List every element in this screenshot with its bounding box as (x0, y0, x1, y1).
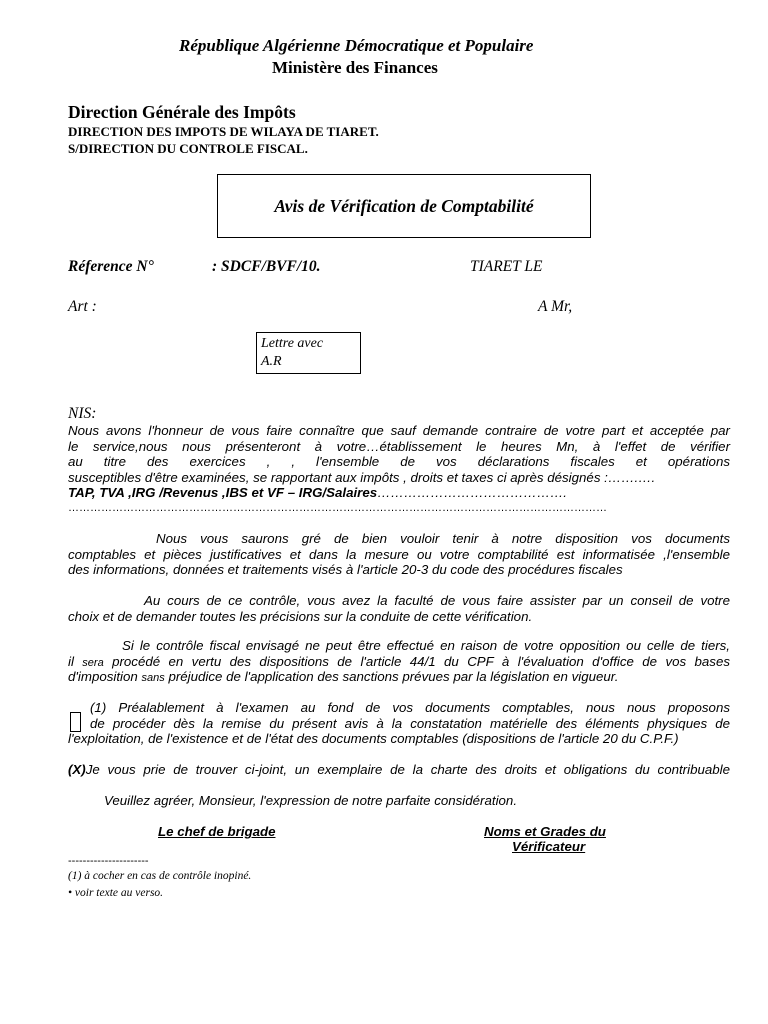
dotted-line: ………………………………………………………………………………………………………………………………… (68, 502, 607, 514)
paragraph-charter (68, 762, 730, 778)
taxes-line (68, 485, 730, 501)
documents-line: comptables et pièces justificatives et dans la mesure ou votre comptabilité est informatisée ,l'ensemble (68, 546, 730, 562)
footnote-2-text: voir texte au verso. (74, 887, 164, 899)
charter-line (68, 762, 730, 778)
lettre-line-2: A.R (261, 354, 282, 369)
sera-word: sera (82, 656, 104, 669)
notice-line: susceptibles d'être examinées, se rapportant aux impôts , droits et taxes ci après désignés :…….…. (68, 469, 656, 485)
documents-line: des informations, données et traitements visés à l'article 20-3 du code des procédures fiscales (68, 562, 623, 578)
inspection-line: (1) Préalablement à l'examen au fond de vos documents comptables, nous nous proposons (90, 700, 730, 715)
closing-line: Veuillez agréer, Monsieur, l'expression de notre parfaite considération. (104, 793, 518, 808)
paragraph-notice (68, 423, 730, 501)
paragraph-assistance (68, 593, 730, 624)
charter-text: Je vous prie de trouver ci-joint, un exemplaire de la charte des droits et obligations du contribuable (85, 762, 730, 777)
inspection-line: de procéder dès la remise du présent avis à la constatation matérielle des éléments physiques de (90, 715, 730, 731)
reference-value: : SDCF/BVF/10. (212, 258, 321, 275)
footnote-2 (68, 887, 163, 899)
lettre-line-1: Lettre avec (261, 336, 324, 351)
signature-du: du (589, 824, 606, 839)
signature-names-grades: Noms et Grades (484, 824, 590, 839)
title-box (217, 174, 591, 238)
sans-word: sans (141, 672, 165, 685)
signature-verificateur (484, 824, 606, 839)
opposition-text: il (68, 653, 83, 669)
recipient-label: A Mr, (538, 298, 573, 315)
paragraph-opposition (68, 638, 730, 685)
opposition-text: d'imposition (68, 669, 142, 685)
art-label: Art : (68, 298, 97, 315)
document-title: Avis de Vérification de Comptabilité (274, 196, 534, 216)
sub-direction-line: S/DIRECTION DU CONTROLE FISCAL. (68, 141, 308, 156)
dgi-heading: Direction Générale des Impôts (68, 102, 296, 122)
reference-label: Réference N° (68, 258, 154, 275)
opposition-text: préjudice de l'application des sanctions prévues par la législation en vigueur. (164, 669, 619, 685)
paragraph-inspection (68, 700, 730, 747)
charter-mark: (X) (68, 762, 86, 777)
taxes-list: TAP, TVA ,IRG /Revenus ,IBS et VF – IRG/Salaires (68, 485, 378, 501)
footnote-1: (1) à cocher en cas de contrôle inopiné. (68, 870, 252, 882)
documents-line: Nous vous saurons gré de bien vouloir tenir à notre disposition vos documents (156, 531, 730, 546)
notice-line: au titre des exercices , , l'ensemble de vos déclarations fiscales et opérations (68, 454, 730, 470)
wilaya-line: DIRECTION DES IMPOTS DE WILAYA DE TIARET. (68, 124, 379, 139)
assistance-line: Au cours de ce contrôle, vous avez la faculté de vous faire assister par un conseil de votre (144, 593, 730, 608)
place-date: TIARET LE (470, 258, 543, 275)
inspection-line: l'exploitation, de l'existence et de l'état des documents comptables (dispositions de l'article 20 du C.P.F.) (68, 731, 679, 747)
notice-line: Nous avons l'honneur de vous faire connaître que sauf demande contraire de votre part et acceptée par (68, 423, 730, 438)
signature-verificateur-title: Vérificateur (512, 839, 586, 854)
lettre-ar-box (256, 332, 361, 374)
assistance-line: choix et de demander toutes les précisions sur la conduite de cette vérification. (68, 608, 533, 624)
signature-chef-brigade: Le chef de brigade (158, 824, 276, 839)
opposition-line: Si le contrôle fiscal envisagé ne peut être effectué en raison de votre opposition ou celle de tiers, (122, 638, 730, 653)
opposition-text: procédé en vertu des dispositions de l'article 44/1 du CPF à l'évaluation d'office de vos bases (103, 653, 730, 669)
opposition-line (68, 654, 730, 670)
bullet-icon: • (68, 887, 75, 899)
republic-heading: République Algérienne Démocratique et Populaire (179, 36, 534, 55)
nis-label: NIS: (68, 405, 97, 422)
notice-line: le service,nous nous présenteront à votre…établissement le heures Mn, à l'effet de vérifier (68, 438, 730, 454)
taxes-dots: ……………………………………. (377, 485, 567, 501)
paragraph-documents (68, 531, 730, 578)
opposition-line (68, 669, 730, 685)
ministry-heading: Ministère des Finances (272, 58, 438, 77)
footnote-rule: ---------------------- (68, 855, 149, 867)
